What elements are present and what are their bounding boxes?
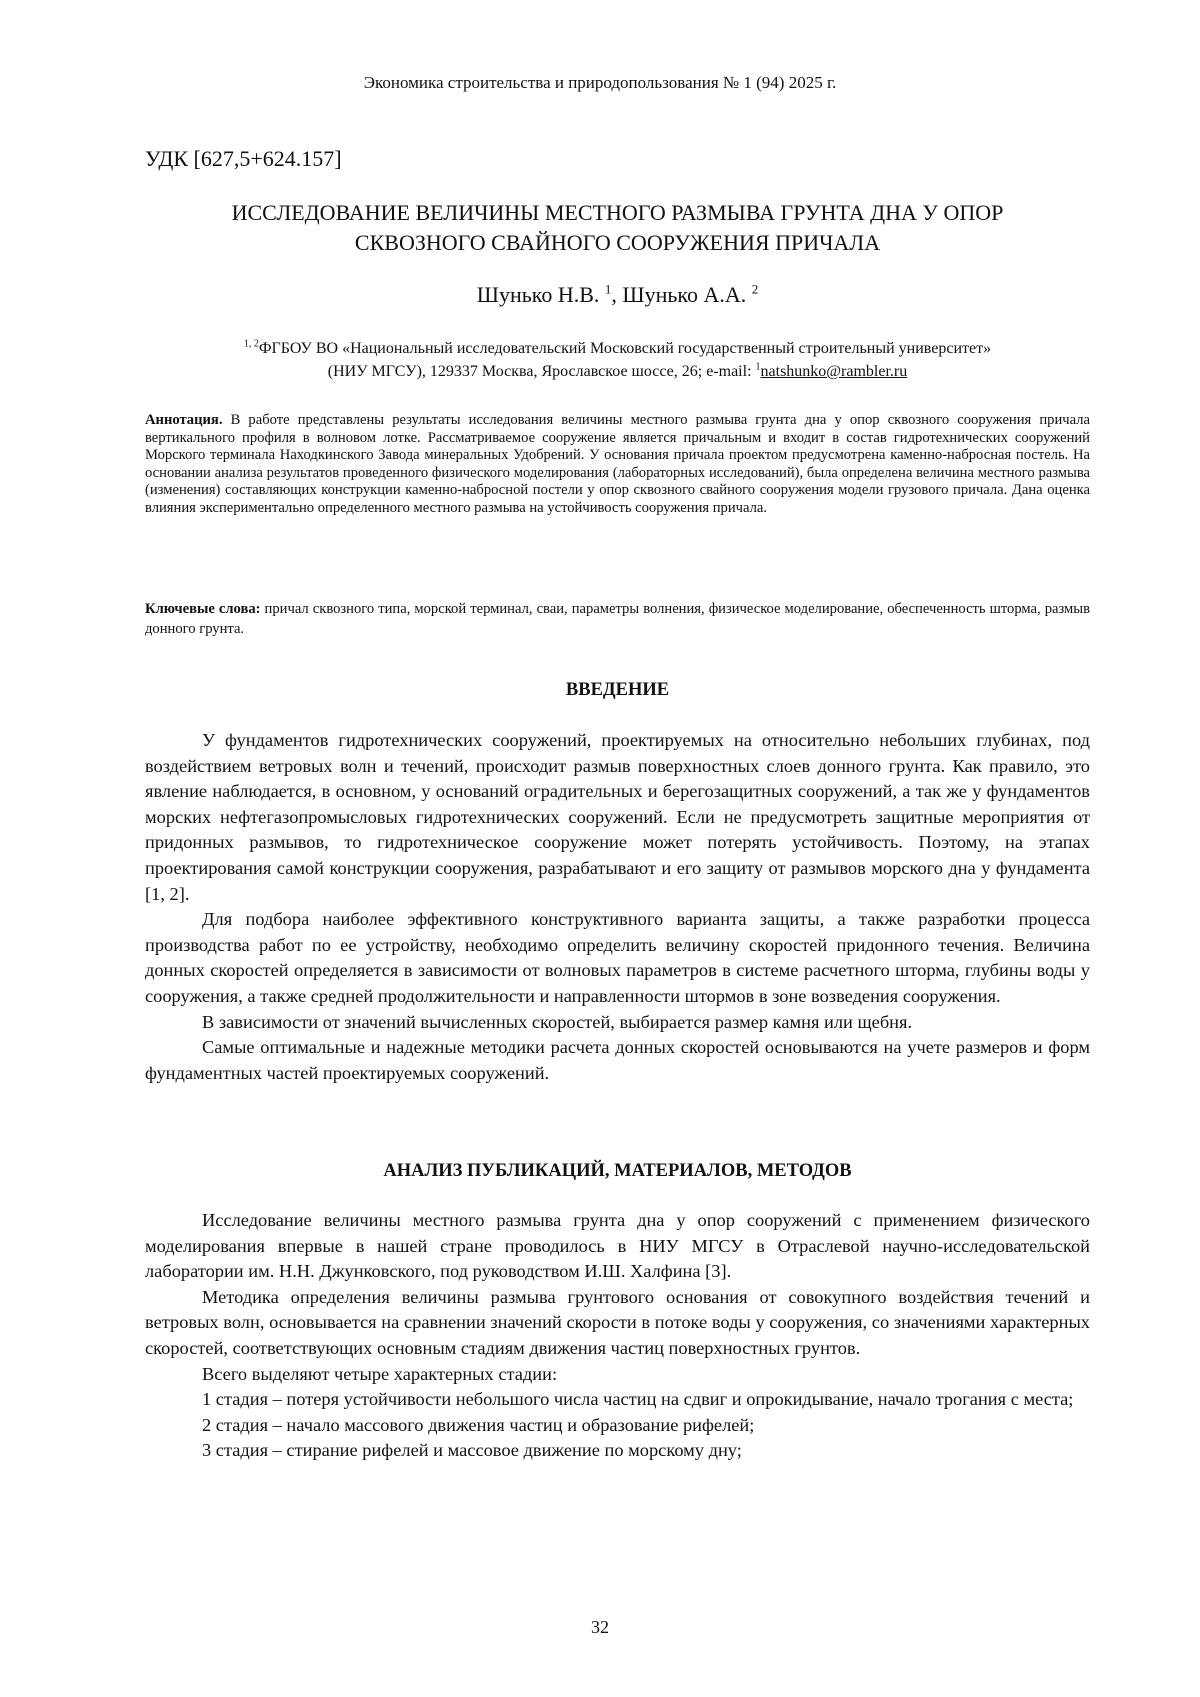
section-intro — [145, 728, 1090, 1086]
page-number: 32 — [591, 1617, 609, 1637]
affiliation — [145, 337, 1090, 383]
paragraph: Всего выделяют четыре характерных стадии: — [202, 1363, 558, 1384]
paragraph: Исследование величины местного размыва грунта дна у опор сооружений с применением физического моделирования впервые в нашей стране проводилось в НИУ МГСУ в Отраслевой научно-исследовательской лаборатории им. Н.Н. Джунковского, под руководством И.Ш. Халфина [3]. — [145, 1210, 1090, 1282]
paragraph: Методика определения величины размыва грунтового основания от совокупного воздействия течений и ветровых волн, основывается на сравнении значений скорости в потоке воды у сооружения, со значениями характерных скоростей, соответствующих основным стадиям движения частиц поверхностных грунтов. — [145, 1286, 1090, 1358]
email-mark: 1 — [755, 361, 761, 373]
udk-code: УДК [627,5+624.157] — [145, 146, 342, 171]
keywords-text: причал сквозного типа, морской терминал, сваи, параметры волнения, физическое моделирование, обеспеченность шторма, размыв донного грунта. — [145, 601, 1090, 637]
affiliation-marks: 1, 2 — [243, 338, 259, 350]
author-2-affil-mark: 2 — [751, 281, 759, 297]
paragraph: 1 стадия – потеря устойчивости небольшого числа частиц на сдвиг и опрокидывание, начало трогания с места; — [202, 1389, 1074, 1410]
abstract-text: В работе представлены результаты исследования величины местного размыва грунта дна у опор сквозного сооружения причала вертикального профиля в волновом лотке. Рассматриваемое сооружение является причальным и входит в состав гидротехнических сооружений Морского терминала Находкинского Завода минеральных Удобрений. У основания причала проектом предусмотрена каменно-набросная постель. На основании анализа результатов проведенного физического моделирования (лабораторных исследований), была определена величина местного размыва (изменения) составляющих конструкции каменно-набросной постели у опор сквозного свайного сооружения модели грузового причала. Дана оценка влияния экспериментально определенного местного размыва на устойчивость сооружения причала. — [145, 412, 1090, 516]
title-line-2: СКВОЗНОГО СВАЙНОГО СООРУЖЕНИЯ ПРИЧАЛА — [354, 230, 881, 255]
author-separator: , — [611, 282, 623, 307]
paragraph: У фундаментов гидротехнических сооружений, проектируемых на относительно небольших глубинах, под воздействием ветровых волн и течений, происходит размыв поверхностных слоев донного грунта. Как правило, это явление наблюдается, в основном, у оснований оградительных и берегозащитных сооружений, а так же у фундаментов морских нефтегазопромысловых гидротехнических сооружений. Если не предусмотреть защитные мероприятия от придонных размывов, то гидротехническое сооружение может потерять устойчивость. Поэтому, на этапах проектирования самой конструкции сооружения, разрабатывают и его защиту от размывов морского дна у фундамента [1, 2]. — [145, 730, 1090, 904]
email-link[interactable]: natshunko@rambler.ru — [760, 363, 908, 380]
paragraph: Для подбора наиболее эффективного конструктивного варианта защиты, а также разработки процесса производства работ по ее устройству, необходимо определить величину скоростей придонного течения. Величина донных скоростей определяется в зависимости от волновых параметров в системе расчетного шторма, глубины воды у сооружения, а также средней продолжительности и направленности штормов в зоне возведения сооружения. — [145, 909, 1090, 1006]
abstract — [145, 412, 1090, 518]
section-heading-analysis: АНАЛИЗ ПУБЛИКАЦИЙ, МАТЕРИАЛОВ, МЕТОДОВ — [383, 1161, 852, 1181]
paragraph: 3 стадия – стирание рифелей и массовое движение по морскому дну; — [202, 1440, 742, 1461]
author-2: Шунько А.А. — [622, 282, 747, 307]
abstract-label: Аннотация. — [145, 412, 223, 428]
paragraph: В зависимости от значений вычисленных скоростей, выбирается размер камня или щебня. — [202, 1011, 913, 1032]
paragraph: Самые оптимальные и надежные методики расчета донных скоростей основываются на учете размеров и форм фундаментных частей проектируемых сооружений. — [145, 1037, 1090, 1083]
section-analysis — [145, 1208, 1090, 1464]
affiliation-line-2: (НИУ МГСУ), 129337 Москва, Ярославское шоссе, 26; e-mail: $^1$natshunko@rambler.ru — [327, 361, 908, 380]
paragraph: 2 стадия – начало массового движения частиц и образование рифелей; — [202, 1414, 755, 1435]
paper-title — [145, 198, 1090, 258]
section-heading-intro: ВВЕДЕНИЕ — [565, 680, 670, 700]
authors — [145, 282, 1090, 308]
author-1-affil-mark: 1 — [604, 281, 612, 297]
title-line-1: ИССЛЕДОВАНИЕ ВЕЛИЧИНЫ МЕСТНОГО РАЗМЫВА ГРУНТА ДНА У ОПОР — [231, 200, 1004, 225]
keywords-label: Ключевые слова: — [145, 601, 261, 617]
keywords — [145, 600, 1090, 639]
running-head: Экономика строительства и природопользования № 1 (94) 2025 г. — [363, 73, 837, 92]
affiliation-line-1: $^{1, 2}$ФГБОУ ВО «Национальный исследовательский Московский государственный строительный университет» — [243, 338, 992, 357]
author-1: Шунько Н.В. — [476, 282, 600, 307]
